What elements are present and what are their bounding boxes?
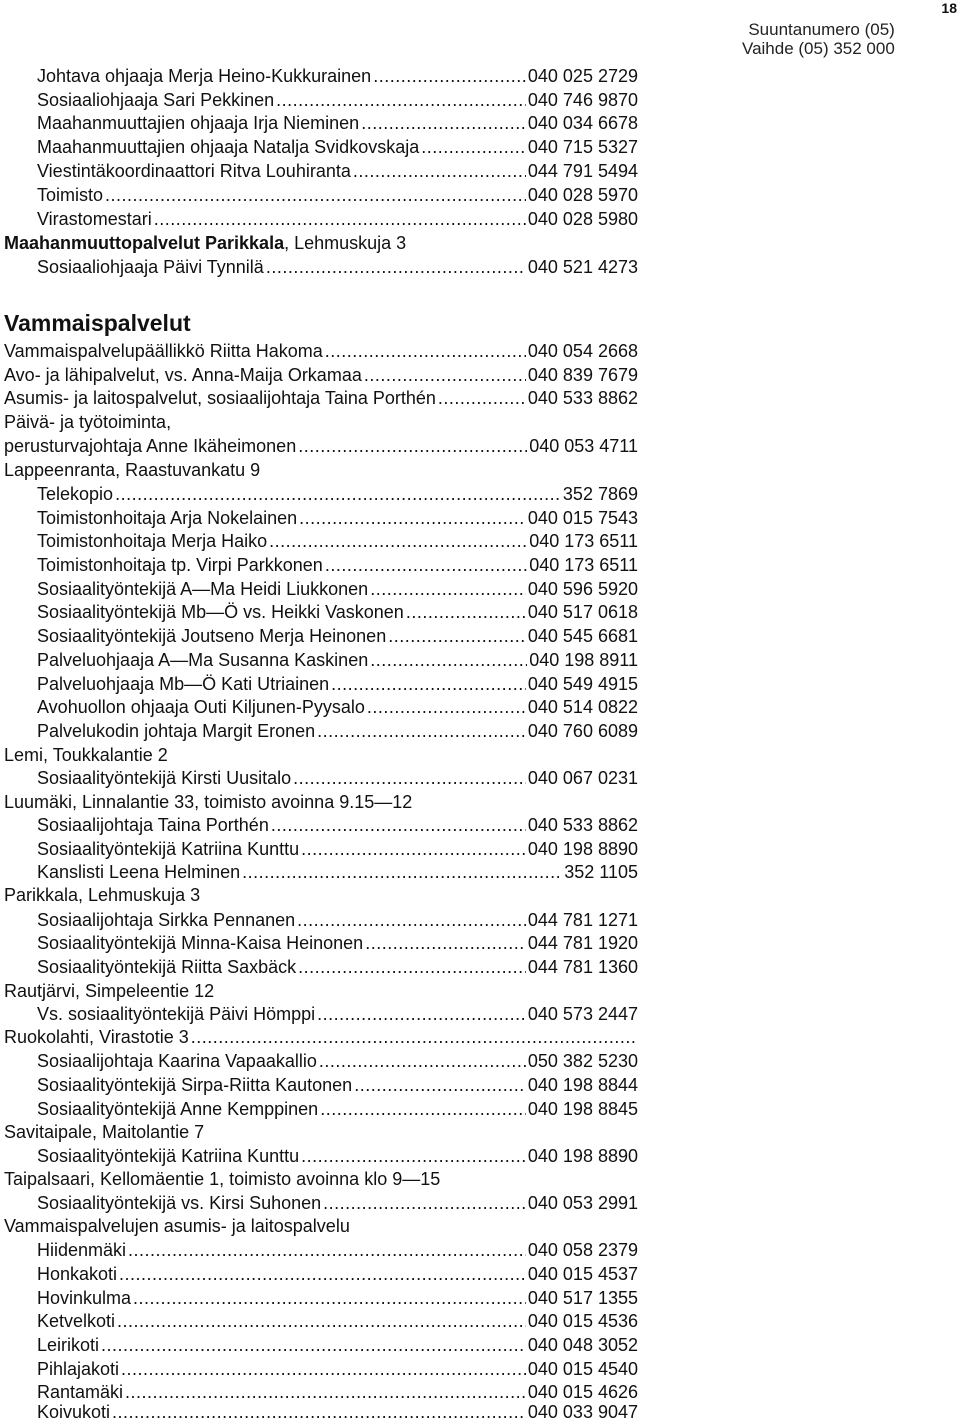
list-item: Sosiaalijohtaja Sirkka Pennanen ..... 044 781 1271 xyxy=(37,908,638,932)
list-item: Maahanmuuttajien ohjaaja Natalja Svidkovskaja ..... 040 715 5327 xyxy=(37,135,638,159)
list-item: Sosiaalityöntekijä Minna-Kaisa Heinonen ..... 044 781 1920 xyxy=(37,931,638,955)
list-item: Pihlajakoti ..... 040 015 4540 xyxy=(37,1357,638,1381)
location-heading: Vammaispalvelujen asumis- ja laitospalvelu xyxy=(4,1216,350,1236)
list-item: Koivukoti ..... 040 033 9047 xyxy=(37,1400,638,1424)
list-item: Asumis- ja laitospalvelut, sosiaalijohtaja Taina Porthén ..... 040 533 8862 xyxy=(4,386,638,410)
location-heading: Luumäki, Linnalantie 33, toimisto avoinna 9.15—12 xyxy=(4,792,413,812)
header-contact xyxy=(742,20,895,58)
list-item: Sosiaalityöntekijä Joutseno Merja Heinonen ..... 040 545 6681 xyxy=(37,624,638,648)
list-item: Vs. sosiaalityöntekijä Päivi Hömppi ..... 040 573 2447 xyxy=(37,1002,638,1026)
list-item: Toimisto ..... 040 028 5970 xyxy=(37,183,638,207)
location-heading: Lappeenranta, Raastuvankatu 9 xyxy=(4,460,261,480)
list-item: Sosiaalityöntekijä Katriina Kunttu ..... 040 198 8890 xyxy=(37,837,638,861)
list-item: Hiidenmäki ..... 040 058 2379 xyxy=(37,1238,638,1262)
list-item: Virastomestari ..... 040 028 5980 xyxy=(37,207,638,231)
list-item: perusturvajohtaja Anne Ikäheimonen ..... 040 053 4711 xyxy=(4,434,638,458)
list-item: Palvelukodin johtaja Margit Eronen ..... 040 760 6089 xyxy=(37,719,638,743)
list-item: Sosiaaliohjaaja Sari Pekkinen ..... 040 746 9870 xyxy=(37,88,638,112)
location-heading: Parikkala, Lehmuskuja 3 xyxy=(4,885,201,905)
list-item: Avo- ja lähipalvelut, vs. Anna-Maija Orkamaa ..... 040 839 7679 xyxy=(4,363,638,387)
list-item: Telekopio ..... 352 7869 xyxy=(37,482,638,506)
list-item: Sosiaalityöntekijä Mb—Ö vs. Heikki Vaskonen ..... 040 517 0618 xyxy=(37,600,638,624)
list-item: Sosiaalityöntekijä Kirsti Uusitalo ..... 040 067 0231 xyxy=(37,766,638,790)
section-title: Vammaispalvelut xyxy=(4,310,191,336)
list-item: Sosiaalityöntekijä A—Ma Heidi Liukkonen ..... 040 596 5920 xyxy=(37,577,638,601)
list-item: Palveluohjaaja Mb—Ö Kati Utriainen ..... 040 549 4915 xyxy=(37,672,638,696)
list-item: Sosiaaliohjaaja Päivi Tynnilä ..... 040 521 4273 xyxy=(37,255,638,279)
location-heading: Lemi, Toukkalantie 2 xyxy=(4,745,168,765)
list-item: Honkakoti ..... 040 015 4537 xyxy=(37,1262,638,1286)
list-item: Sosiaalityöntekijä Riitta Saxbäck ..... 044 781 1360 xyxy=(37,955,638,979)
list-item: Sosiaalityöntekijä vs. Kirsi Suhonen ..... 040 053 2991 xyxy=(37,1191,638,1215)
list-item: Avohuollon ohjaaja Outi Kiljunen-Pyysalo ..... 040 514 0822 xyxy=(37,695,638,719)
list-item: Palveluohjaaja A—Ma Susanna Kaskinen ..... 040 198 8911 xyxy=(37,648,638,672)
list-item: Rantamäki ..... 040 015 4626 xyxy=(37,1380,638,1404)
list-item: Vammaispalvelupäällikkö Riitta Hakoma ..... 040 054 2668 xyxy=(4,339,638,363)
location-heading: Rautjärvi, Simpeleentie 12 xyxy=(4,981,215,1001)
page-number: 18 xyxy=(941,0,957,16)
list-item: Viestintäkoordinaattori Ritva Louhiranta ..... 044 791 5494 xyxy=(37,159,638,183)
location-heading: Savitaipale, Maitolantie 7 xyxy=(4,1122,205,1142)
subsection-heading: Päivä- ja työtoiminta, xyxy=(4,412,172,432)
list-item: Sosiaalijohtaja Taina Porthén ..... 040 533 8862 xyxy=(37,813,638,837)
switchboard: Vaihde (05) 352 000 xyxy=(742,39,895,58)
location-heading: Taipalsaari, Kellomäentie 1, toimisto avoinna klo 9—15 xyxy=(4,1169,441,1189)
list-item: Johtava ohjaaja Merja Heino-Kukkurainen ..... 040 025 2729 xyxy=(37,64,638,88)
location-heading: Maahanmuuttopalvelut Parikkala, Lehmuskuja 3 xyxy=(4,233,407,253)
list-item: Toimistonhoitaja Merja Haiko ..... 040 173 6511 xyxy=(37,529,638,553)
list-item: Sosiaalityöntekijä Katriina Kunttu ..... 040 198 8890 xyxy=(37,1144,638,1168)
list-item: Ketvelkoti ..... 040 015 4536 xyxy=(37,1309,638,1333)
list-item: Hovinkulma ..... 040 517 1355 xyxy=(37,1286,638,1310)
location-heading: Ruokolahti, Virastotie 3 ..... xyxy=(4,1025,638,1049)
list-item: Leirikoti ..... 040 048 3052 xyxy=(37,1333,638,1357)
list-item: Toimistonhoitaja tp. Virpi Parkkonen ..... 040 173 6511 xyxy=(37,553,638,577)
list-item: Sosiaalityöntekijä Anne Kemppinen ..... 040 198 8845 xyxy=(37,1097,638,1121)
list-item: Toimistonhoitaja Arja Nokelainen ..... 040 015 7543 xyxy=(37,506,638,530)
list-item: Sosiaalijohtaja Kaarina Vapaakallio ..... 050 382 5230 xyxy=(37,1049,638,1073)
list-item: Maahanmuuttajien ohjaaja Irja Nieminen ..... 040 034 6678 xyxy=(37,111,638,135)
list-item: Kanslisti Leena Helminen ..... 352 1105 xyxy=(37,860,638,884)
area-code: Suuntanumero (05) xyxy=(748,20,895,39)
list-item: Sosiaalityöntekijä Sirpa-Riitta Kautonen ..... 040 198 8844 xyxy=(37,1073,638,1097)
